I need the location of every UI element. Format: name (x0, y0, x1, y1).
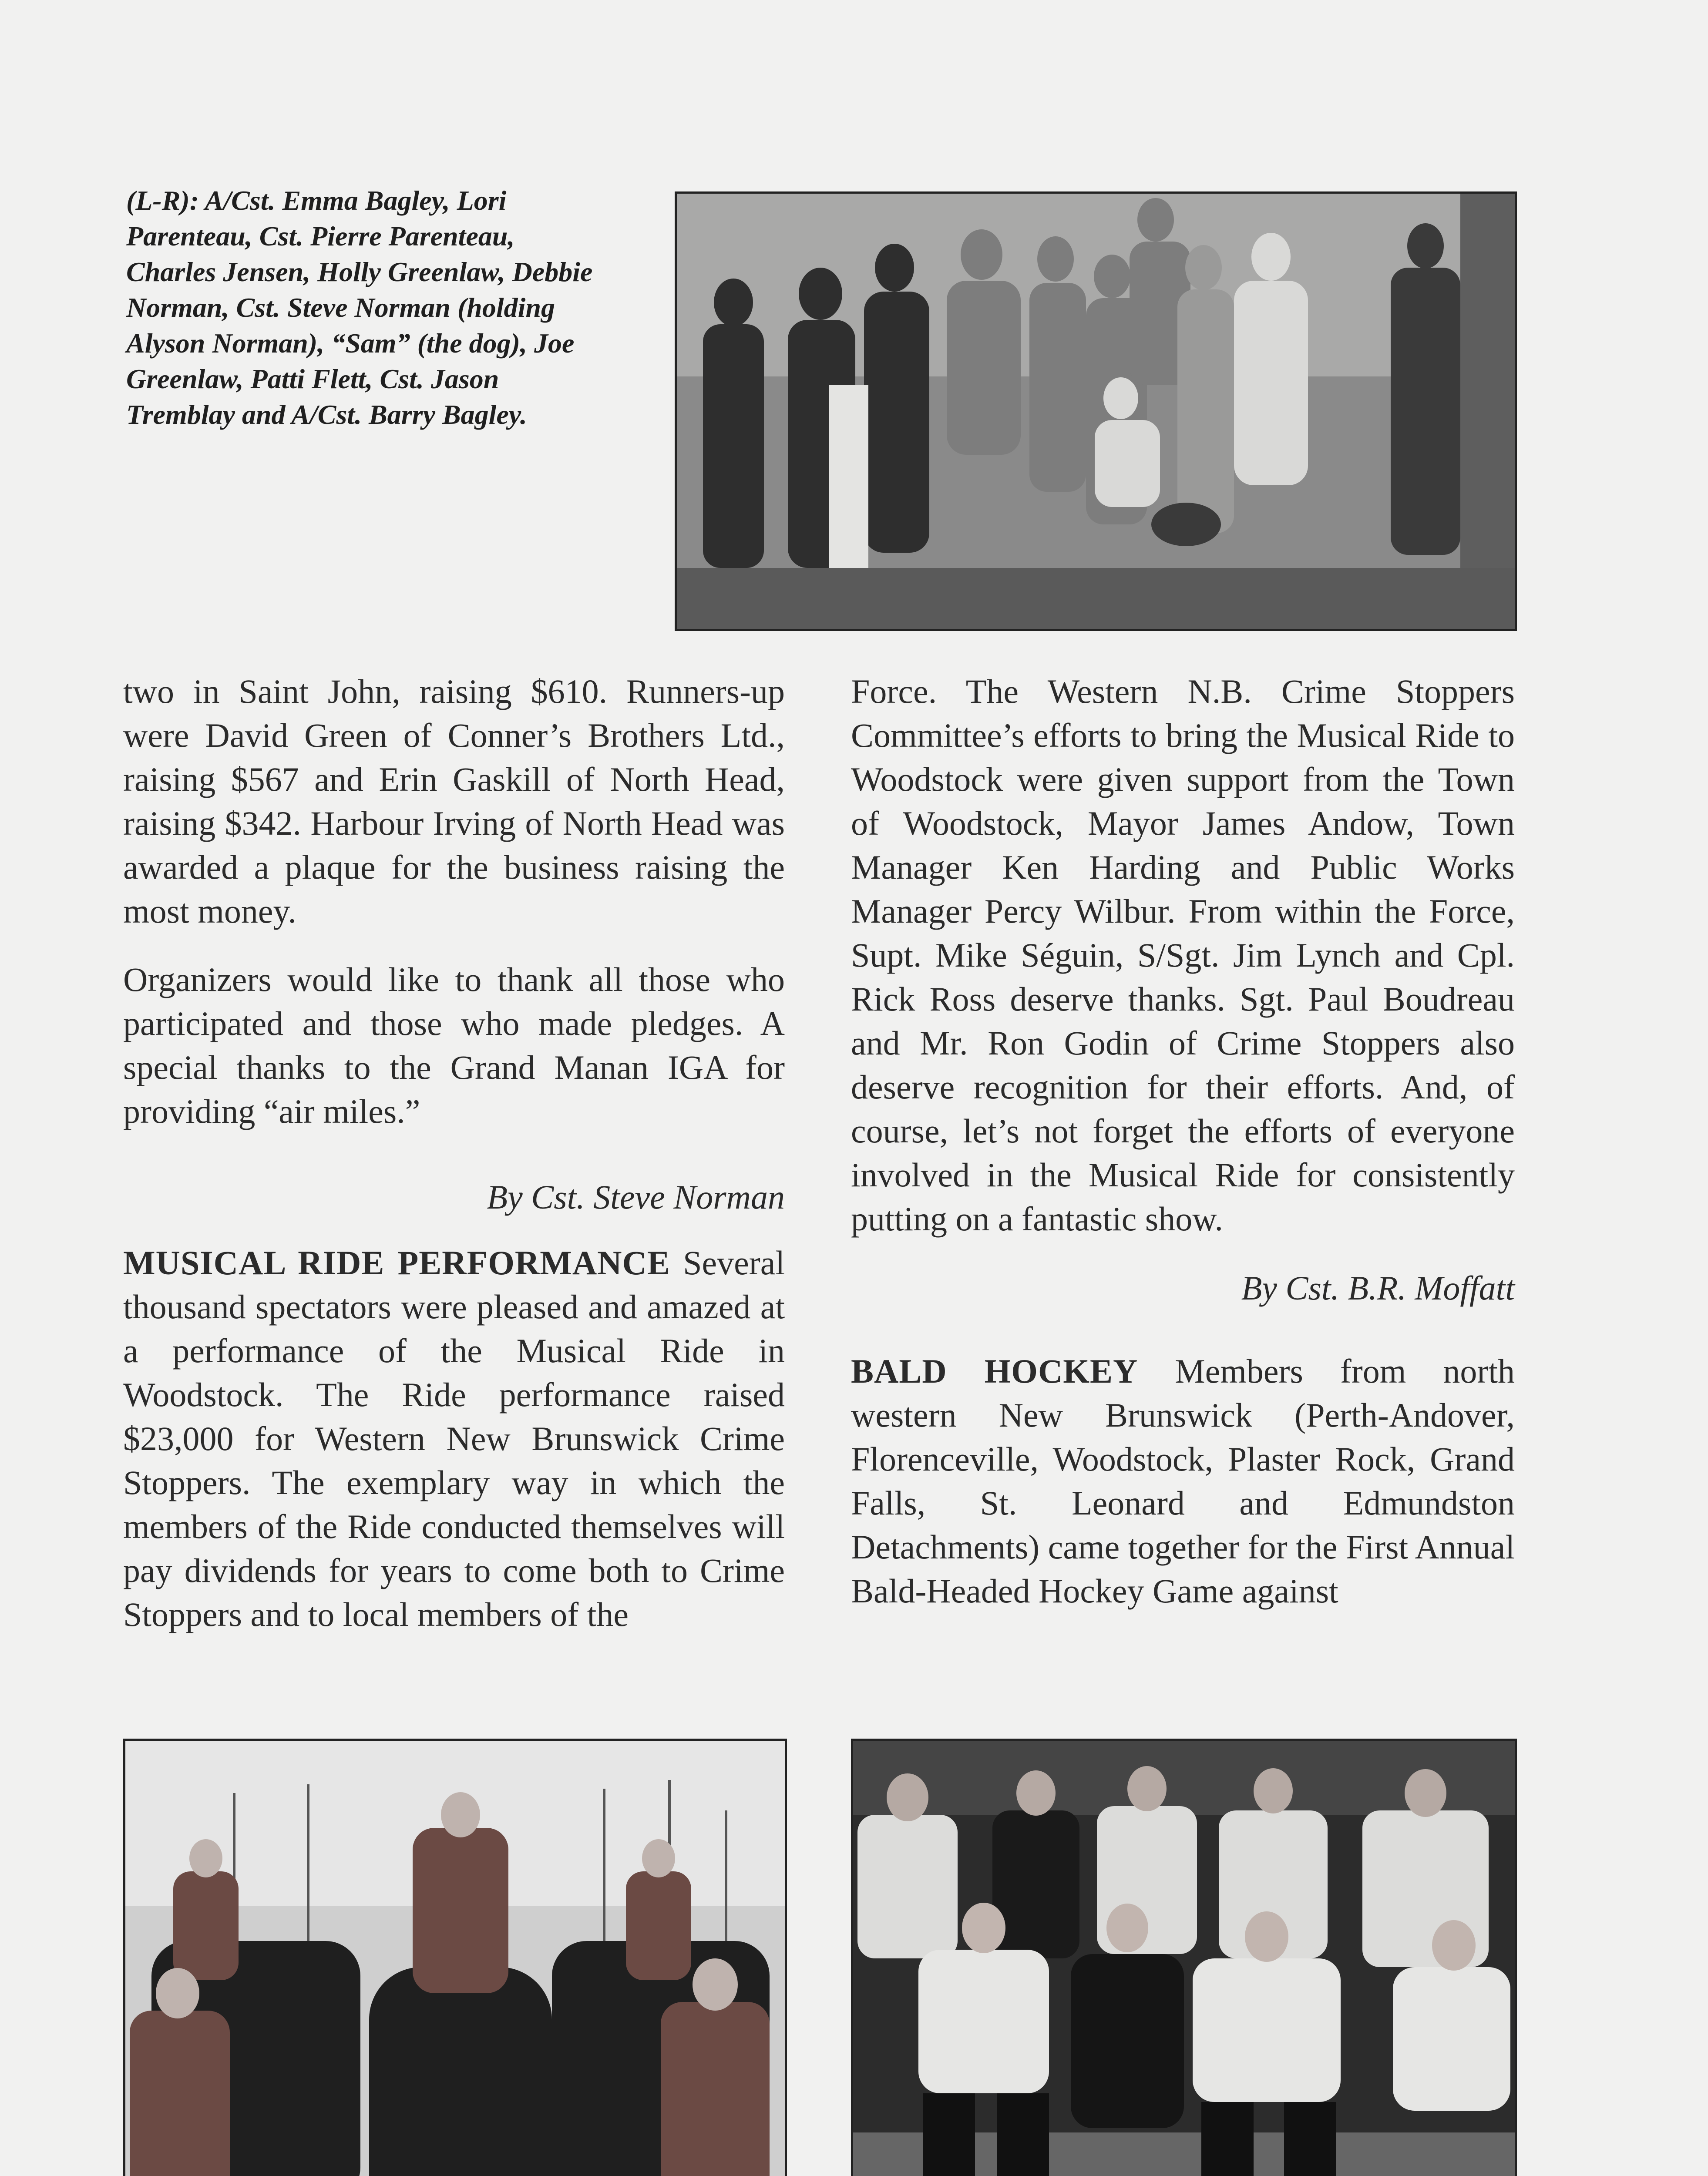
group-photo-caption-text: (L-R): A/Cst. Emma Bagley, Lori Parenteau, Cst. Pierre Parenteau, Charles Jensen, Holly Greenlaw, Debbie Norman, Cst. Steve Norman (holding Alyson Norman), “Sam” (the dog), Joe Greenlaw, Patti Flett, Cst. Jason Tremblay and A/Cst. Barry Bagley. (126, 185, 593, 430)
group-photo-image (677, 194, 1515, 629)
group-photo-caption (126, 183, 609, 433)
bald-hockey-heading: BALD HOCKEY (851, 1352, 1138, 1390)
musical-ride-photo (123, 1739, 787, 2176)
left-column (123, 669, 785, 1636)
hockey-team-photo (851, 1739, 1517, 2176)
musical-ride-heading: MUSICAL RIDE PERFORMANCE (123, 1244, 670, 1282)
musical-ride-article (123, 1241, 785, 1636)
bald-hockey-body: Members from north western New Brunswick (Perth-Andover, Florenceville, Woodstock, Plaster Rock, Grand Falls, St. Leonard and Edmundston Detachments) came together for the First Annual Bald-Headed Hockey Game against (851, 1352, 1515, 1610)
left-byline: By Cst. Steve Norman (487, 1178, 785, 1216)
right-byline: By Cst. B.R. Moffatt (1241, 1269, 1515, 1307)
musical-ride-image (125, 1741, 785, 2176)
left-para-2: Organizers would like to thank all those who participated and those who made pledges. A special thanks to the Grand Manan IGA for providing “air miles.” (123, 960, 785, 1130)
right-column (851, 669, 1515, 1613)
left-para-1: two in Saint John, raising $610. Runners-up were David Green of Conner’s Brothers Ltd., raising $567 and Erin Gaskill of North Head, raising $342. Harbour Irving of North Head was awarded a plaque for the business raising the most money. (123, 672, 785, 930)
group-photo (675, 191, 1517, 631)
hockey-team-image (853, 1741, 1515, 2176)
right-para-1: Force. The Western N.B. Crime Stoppers Committee’s efforts to bring the Musical Ride to Woodstock were given support from the Town of Woodstock, Mayor James Andow, Town Manager Ken Harding and Public Works Manager Percy Wilbur. From within the Force, Supt. Mike Séguin, S/Sgt. Jim Lynch and Cpl. Rick Ross deserve thanks. Sgt. Paul Boudreau and Mr. Ron Godin of Crime Stoppers also deserve recognition for their efforts. And, of course, let’s not forget the efforts of everyone involved in the Musical Ride for consistently putting on a fantastic show. (851, 672, 1515, 1238)
musical-ride-body: Several thousand spectators were pleased and amazed at a performance of the Musical Ride in Woodstock. The Ride performance raised $23,000 for Western New Brunswick Crime Stoppers. The exemplary way in which the members of the Ride conducted themselves will pay dividends for years to come both to Crime Stoppers and to local members of the (123, 1244, 785, 1633)
bald-hockey-article (851, 1349, 1515, 1613)
